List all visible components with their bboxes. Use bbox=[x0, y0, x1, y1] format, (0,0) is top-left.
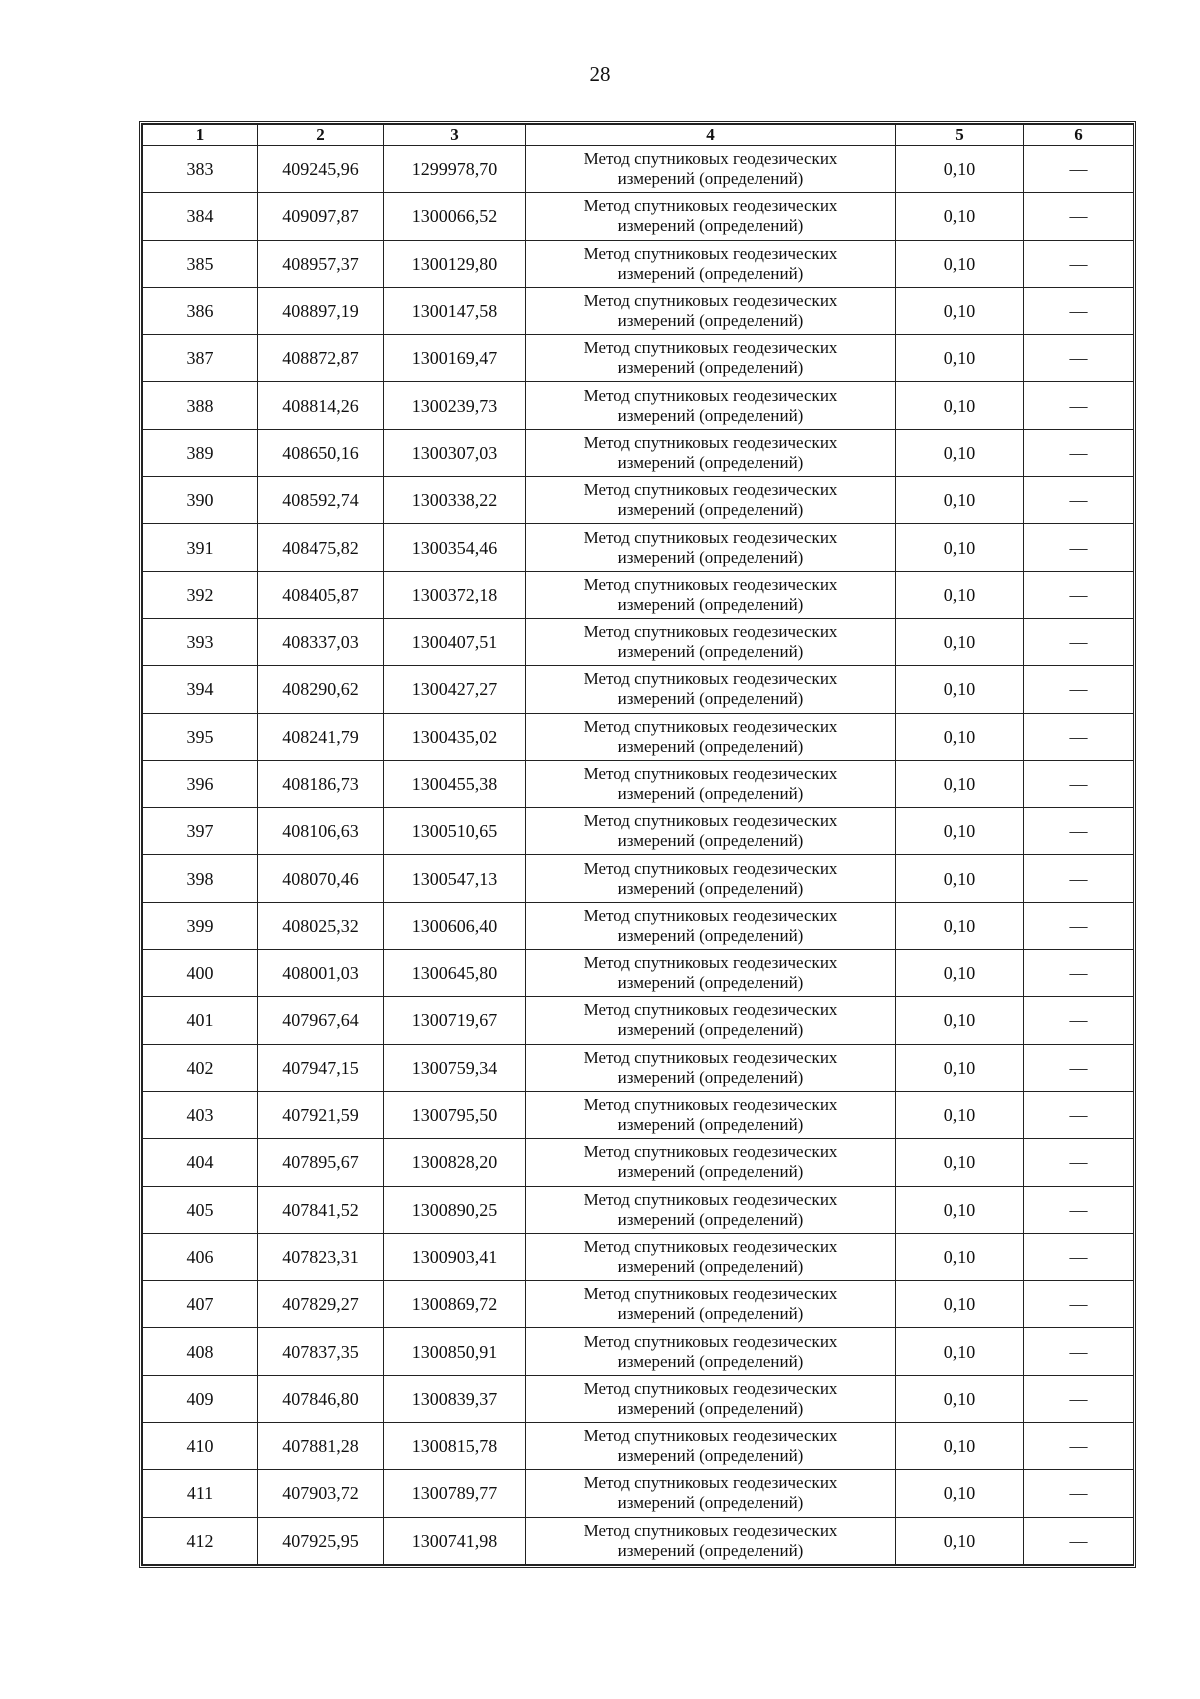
method-cell bbox=[526, 902, 896, 949]
method-text-line2: измерений (определений) bbox=[617, 878, 804, 898]
x-coordinate-cell: 408241,79 bbox=[258, 713, 384, 760]
accuracy-cell: 0,10 bbox=[896, 1328, 1024, 1375]
y-coordinate-cell: 1300741,98 bbox=[384, 1517, 526, 1564]
x-coordinate-cell: 408475,82 bbox=[258, 524, 384, 571]
method-text-line2: измерений (определений) bbox=[617, 689, 804, 709]
table-row bbox=[143, 713, 1134, 760]
accuracy-cell: 0,10 bbox=[896, 335, 1024, 382]
method-text-line2: измерений (определений) bbox=[617, 1209, 804, 1229]
x-coordinate-cell: 408186,73 bbox=[258, 760, 384, 807]
y-coordinate-cell: 1300372,18 bbox=[384, 571, 526, 618]
note-cell: — bbox=[1024, 1375, 1134, 1422]
x-coordinate-cell: 408001,03 bbox=[258, 950, 384, 997]
method-text-line2: измерений (определений) bbox=[617, 1398, 804, 1418]
x-coordinate-cell: 408897,19 bbox=[258, 287, 384, 334]
column-header-6: 6 bbox=[1024, 125, 1134, 146]
method-text-line2: измерений (определений) bbox=[617, 405, 804, 425]
method-text-line1: Метод спутниковых геодезических bbox=[583, 858, 838, 878]
y-coordinate-cell: 1299978,70 bbox=[384, 146, 526, 193]
table-row bbox=[143, 335, 1134, 382]
column-header-4: 4 bbox=[526, 125, 896, 146]
x-coordinate-cell: 408592,74 bbox=[258, 477, 384, 524]
point-number-cell: 405 bbox=[143, 1186, 258, 1233]
y-coordinate-cell: 1300719,67 bbox=[384, 997, 526, 1044]
method-cell bbox=[526, 287, 896, 334]
note-cell: — bbox=[1024, 1328, 1134, 1375]
note-cell: — bbox=[1024, 429, 1134, 476]
point-number-cell: 400 bbox=[143, 950, 258, 997]
method-text-line2: измерений (определений) bbox=[617, 1162, 804, 1182]
method-text-line2: измерений (определений) bbox=[617, 642, 804, 662]
table-row bbox=[143, 146, 1134, 193]
method-cell bbox=[526, 666, 896, 713]
accuracy-cell: 0,10 bbox=[896, 1281, 1024, 1328]
note-cell: — bbox=[1024, 997, 1134, 1044]
table-row bbox=[143, 524, 1134, 571]
point-number-cell: 403 bbox=[143, 1091, 258, 1138]
x-coordinate-cell: 408106,63 bbox=[258, 808, 384, 855]
table-row bbox=[143, 477, 1134, 524]
method-text-line2: измерений (определений) bbox=[617, 831, 804, 851]
point-number-cell: 412 bbox=[143, 1517, 258, 1564]
x-coordinate-cell: 407841,52 bbox=[258, 1186, 384, 1233]
method-cell bbox=[526, 1423, 896, 1470]
accuracy-cell: 0,10 bbox=[896, 855, 1024, 902]
method-text-line2: измерений (определений) bbox=[617, 1493, 804, 1513]
table-row bbox=[143, 760, 1134, 807]
column-header-2: 2 bbox=[258, 125, 384, 146]
table-row bbox=[143, 902, 1134, 949]
method-text-line1: Метод спутниковых геодезических bbox=[583, 480, 838, 500]
method-text-line2: измерений (определений) bbox=[617, 736, 804, 756]
table-body bbox=[143, 146, 1134, 1565]
point-number-cell: 387 bbox=[143, 335, 258, 382]
y-coordinate-cell: 1300828,20 bbox=[384, 1139, 526, 1186]
coordinates-table bbox=[139, 121, 1136, 1568]
y-coordinate-cell: 1300338,22 bbox=[384, 477, 526, 524]
note-cell: — bbox=[1024, 808, 1134, 855]
note-cell: — bbox=[1024, 146, 1134, 193]
table-row bbox=[143, 429, 1134, 476]
method-text-line2: измерений (определений) bbox=[617, 925, 804, 945]
method-text-line1: Метод спутниковых геодезических bbox=[583, 1000, 838, 1020]
method-text-line2: измерений (определений) bbox=[617, 216, 804, 236]
y-coordinate-cell: 1300354,46 bbox=[384, 524, 526, 571]
table-row bbox=[143, 808, 1134, 855]
method-cell bbox=[526, 335, 896, 382]
note-cell: — bbox=[1024, 524, 1134, 571]
y-coordinate-cell: 1300850,91 bbox=[384, 1328, 526, 1375]
point-number-cell: 398 bbox=[143, 855, 258, 902]
method-text-line2: измерений (определений) bbox=[617, 169, 804, 189]
y-coordinate-cell: 1300147,58 bbox=[384, 287, 526, 334]
point-number-cell: 402 bbox=[143, 1044, 258, 1091]
point-number-cell: 393 bbox=[143, 618, 258, 665]
accuracy-cell: 0,10 bbox=[896, 760, 1024, 807]
y-coordinate-cell: 1300129,80 bbox=[384, 240, 526, 287]
y-coordinate-cell: 1300890,25 bbox=[384, 1186, 526, 1233]
x-coordinate-cell: 408337,03 bbox=[258, 618, 384, 665]
accuracy-cell: 0,10 bbox=[896, 1091, 1024, 1138]
method-text-line2: измерений (определений) bbox=[617, 1351, 804, 1371]
note-cell: — bbox=[1024, 760, 1134, 807]
method-text-line2: измерений (определений) bbox=[617, 1446, 804, 1466]
accuracy-cell: 0,10 bbox=[896, 240, 1024, 287]
x-coordinate-cell: 407881,28 bbox=[258, 1423, 384, 1470]
note-cell: — bbox=[1024, 713, 1134, 760]
y-coordinate-cell: 1300759,34 bbox=[384, 1044, 526, 1091]
accuracy-cell: 0,10 bbox=[896, 146, 1024, 193]
y-coordinate-cell: 1300839,37 bbox=[384, 1375, 526, 1422]
x-coordinate-cell: 408872,87 bbox=[258, 335, 384, 382]
note-cell: — bbox=[1024, 666, 1134, 713]
accuracy-cell: 0,10 bbox=[896, 571, 1024, 618]
method-cell bbox=[526, 760, 896, 807]
accuracy-cell: 0,10 bbox=[896, 1233, 1024, 1280]
x-coordinate-cell: 407947,15 bbox=[258, 1044, 384, 1091]
x-coordinate-cell: 408070,46 bbox=[258, 855, 384, 902]
x-coordinate-cell: 408814,26 bbox=[258, 382, 384, 429]
table-row bbox=[143, 240, 1134, 287]
accuracy-cell: 0,10 bbox=[896, 1044, 1024, 1091]
note-cell: — bbox=[1024, 855, 1134, 902]
x-coordinate-cell: 407837,35 bbox=[258, 1328, 384, 1375]
method-text-line1: Метод спутниковых геодезических bbox=[583, 291, 838, 311]
method-text-line2: измерений (определений) bbox=[617, 358, 804, 378]
x-coordinate-cell: 407829,27 bbox=[258, 1281, 384, 1328]
table-row bbox=[143, 1470, 1134, 1517]
y-coordinate-cell: 1300869,72 bbox=[384, 1281, 526, 1328]
y-coordinate-cell: 1300239,73 bbox=[384, 382, 526, 429]
y-coordinate-cell: 1300606,40 bbox=[384, 902, 526, 949]
note-cell: — bbox=[1024, 950, 1134, 997]
note-cell: — bbox=[1024, 335, 1134, 382]
method-cell bbox=[526, 1139, 896, 1186]
note-cell: — bbox=[1024, 1139, 1134, 1186]
method-text-line1: Метод спутниковых геодезических bbox=[583, 196, 838, 216]
method-text-line2: измерений (определений) bbox=[617, 1304, 804, 1324]
column-header-1: 1 bbox=[143, 125, 258, 146]
note-cell: — bbox=[1024, 1517, 1134, 1564]
note-cell: — bbox=[1024, 902, 1134, 949]
method-text-line1: Метод спутниковых геодезических bbox=[583, 1473, 838, 1493]
x-coordinate-cell: 408957,37 bbox=[258, 240, 384, 287]
method-cell bbox=[526, 477, 896, 524]
table-row bbox=[143, 1139, 1134, 1186]
accuracy-cell: 0,10 bbox=[896, 1470, 1024, 1517]
accuracy-cell: 0,10 bbox=[896, 666, 1024, 713]
method-text-line1: Метод спутниковых геодезических bbox=[583, 669, 838, 689]
method-cell bbox=[526, 997, 896, 1044]
method-text-line1: Метод спутниковых геодезических bbox=[583, 1284, 838, 1304]
method-cell bbox=[526, 240, 896, 287]
table-row bbox=[143, 1233, 1134, 1280]
x-coordinate-cell: 407895,67 bbox=[258, 1139, 384, 1186]
table-row bbox=[143, 193, 1134, 240]
accuracy-cell: 0,10 bbox=[896, 1375, 1024, 1422]
method-cell bbox=[526, 1517, 896, 1564]
table-row bbox=[143, 571, 1134, 618]
method-text-line1: Метод спутниковых геодезических bbox=[583, 527, 838, 547]
table-row bbox=[143, 1281, 1134, 1328]
y-coordinate-cell: 1300903,41 bbox=[384, 1233, 526, 1280]
method-cell bbox=[526, 808, 896, 855]
table-row bbox=[143, 1328, 1134, 1375]
method-text-line1: Метод спутниковых геодезических bbox=[583, 1426, 838, 1446]
page-number: 28 bbox=[589, 62, 611, 86]
point-number-cell: 396 bbox=[143, 760, 258, 807]
column-header-3: 3 bbox=[384, 125, 526, 146]
point-number-cell: 388 bbox=[143, 382, 258, 429]
method-cell bbox=[526, 571, 896, 618]
accuracy-cell: 0,10 bbox=[896, 524, 1024, 571]
note-cell: — bbox=[1024, 382, 1134, 429]
accuracy-cell: 0,10 bbox=[896, 477, 1024, 524]
method-cell bbox=[526, 1281, 896, 1328]
method-text-line2: измерений (определений) bbox=[617, 311, 804, 331]
y-coordinate-cell: 1300435,02 bbox=[384, 713, 526, 760]
note-cell: — bbox=[1024, 477, 1134, 524]
point-number-cell: 391 bbox=[143, 524, 258, 571]
method-text-line1: Метод спутниковых геодезических bbox=[583, 432, 838, 452]
method-text-line1: Метод спутниковых геодезических bbox=[583, 149, 838, 169]
y-coordinate-cell: 1300547,13 bbox=[384, 855, 526, 902]
y-coordinate-cell: 1300789,77 bbox=[384, 1470, 526, 1517]
note-cell: — bbox=[1024, 1470, 1134, 1517]
method-cell bbox=[526, 1044, 896, 1091]
point-number-cell: 408 bbox=[143, 1328, 258, 1375]
x-coordinate-cell: 408405,87 bbox=[258, 571, 384, 618]
method-text-line1: Метод спутниковых геодезических bbox=[583, 716, 838, 736]
accuracy-cell: 0,10 bbox=[896, 808, 1024, 855]
column-header-5: 5 bbox=[896, 125, 1024, 146]
table-row bbox=[143, 1375, 1134, 1422]
point-number-cell: 404 bbox=[143, 1139, 258, 1186]
table-header-row bbox=[143, 125, 1134, 146]
accuracy-cell: 0,10 bbox=[896, 902, 1024, 949]
table-row bbox=[143, 618, 1134, 665]
method-text-line1: Метод спутниковых геодезических bbox=[583, 1095, 838, 1115]
method-cell bbox=[526, 193, 896, 240]
method-text-line1: Метод спутниковых геодезических bbox=[583, 243, 838, 263]
x-coordinate-cell: 407903,72 bbox=[258, 1470, 384, 1517]
method-cell bbox=[526, 146, 896, 193]
method-text-line2: измерений (определений) bbox=[617, 1256, 804, 1276]
table-row bbox=[143, 1186, 1134, 1233]
method-text-line2: измерений (определений) bbox=[617, 1540, 804, 1560]
accuracy-cell: 0,10 bbox=[896, 950, 1024, 997]
accuracy-cell: 0,10 bbox=[896, 1423, 1024, 1470]
method-cell bbox=[526, 950, 896, 997]
x-coordinate-cell: 409097,87 bbox=[258, 193, 384, 240]
method-cell bbox=[526, 713, 896, 760]
method-cell bbox=[526, 1328, 896, 1375]
table-row bbox=[143, 666, 1134, 713]
method-text-line1: Метод спутниковых геодезических bbox=[583, 905, 838, 925]
note-cell: — bbox=[1024, 1423, 1134, 1470]
method-cell bbox=[526, 1470, 896, 1517]
table-row bbox=[143, 855, 1134, 902]
method-text-line1: Метод спутниковых геодезических bbox=[583, 622, 838, 642]
table-row bbox=[143, 382, 1134, 429]
accuracy-cell: 0,10 bbox=[896, 618, 1024, 665]
table-row bbox=[143, 1091, 1134, 1138]
note-cell: — bbox=[1024, 193, 1134, 240]
method-text-line2: измерений (определений) bbox=[617, 263, 804, 283]
method-cell bbox=[526, 382, 896, 429]
y-coordinate-cell: 1300407,51 bbox=[384, 618, 526, 665]
method-text-line2: измерений (определений) bbox=[617, 1020, 804, 1040]
method-cell bbox=[526, 618, 896, 665]
x-coordinate-cell: 408025,32 bbox=[258, 902, 384, 949]
point-number-cell: 397 bbox=[143, 808, 258, 855]
point-number-cell: 383 bbox=[143, 146, 258, 193]
y-coordinate-cell: 1300815,78 bbox=[384, 1423, 526, 1470]
method-text-line1: Метод спутниковых геодезических bbox=[583, 811, 838, 831]
point-number-cell: 392 bbox=[143, 571, 258, 618]
y-coordinate-cell: 1300795,50 bbox=[384, 1091, 526, 1138]
note-cell: — bbox=[1024, 1186, 1134, 1233]
table-row bbox=[143, 287, 1134, 334]
method-text-line1: Метод спутниковых геодезических bbox=[583, 338, 838, 358]
method-text-line2: измерений (определений) bbox=[617, 452, 804, 472]
x-coordinate-cell: 407967,64 bbox=[258, 997, 384, 1044]
accuracy-cell: 0,10 bbox=[896, 713, 1024, 760]
method-text-line1: Метод спутниковых геодезических bbox=[583, 1189, 838, 1209]
method-text-line1: Метод спутниковых геодезических bbox=[583, 574, 838, 594]
method-text-line2: измерений (определений) bbox=[617, 594, 804, 614]
method-text-line1: Метод спутниковых геодезических bbox=[583, 1331, 838, 1351]
point-number-cell: 389 bbox=[143, 429, 258, 476]
method-cell bbox=[526, 1186, 896, 1233]
method-text-line2: измерений (определений) bbox=[617, 500, 804, 520]
accuracy-cell: 0,10 bbox=[896, 287, 1024, 334]
coordinates-table-grid bbox=[142, 124, 1134, 1565]
note-cell: — bbox=[1024, 1281, 1134, 1328]
point-number-cell: 395 bbox=[143, 713, 258, 760]
method-cell bbox=[526, 524, 896, 571]
point-number-cell: 407 bbox=[143, 1281, 258, 1328]
point-number-cell: 384 bbox=[143, 193, 258, 240]
point-number-cell: 386 bbox=[143, 287, 258, 334]
method-cell bbox=[526, 855, 896, 902]
method-text-line1: Метод спутниковых геодезических bbox=[583, 385, 838, 405]
note-cell: — bbox=[1024, 1044, 1134, 1091]
method-text-line2: измерений (определений) bbox=[617, 547, 804, 567]
method-text-line1: Метод спутниковых геодезических bbox=[583, 953, 838, 973]
note-cell: — bbox=[1024, 618, 1134, 665]
point-number-cell: 410 bbox=[143, 1423, 258, 1470]
accuracy-cell: 0,10 bbox=[896, 193, 1024, 240]
method-text-line1: Метод спутниковых геодезических bbox=[583, 1047, 838, 1067]
accuracy-cell: 0,10 bbox=[896, 382, 1024, 429]
x-coordinate-cell: 409245,96 bbox=[258, 146, 384, 193]
point-number-cell: 390 bbox=[143, 477, 258, 524]
method-text-line1: Метод спутниковых геодезических bbox=[583, 1142, 838, 1162]
x-coordinate-cell: 408650,16 bbox=[258, 429, 384, 476]
x-coordinate-cell: 407846,80 bbox=[258, 1375, 384, 1422]
x-coordinate-cell: 407925,95 bbox=[258, 1517, 384, 1564]
point-number-cell: 394 bbox=[143, 666, 258, 713]
x-coordinate-cell: 408290,62 bbox=[258, 666, 384, 713]
note-cell: — bbox=[1024, 1091, 1134, 1138]
accuracy-cell: 0,10 bbox=[896, 429, 1024, 476]
method-text-line2: измерений (определений) bbox=[617, 1067, 804, 1087]
note-cell: — bbox=[1024, 287, 1134, 334]
y-coordinate-cell: 1300066,52 bbox=[384, 193, 526, 240]
note-cell: — bbox=[1024, 240, 1134, 287]
table-row bbox=[143, 950, 1134, 997]
method-cell bbox=[526, 429, 896, 476]
method-text-line2: измерений (определений) bbox=[617, 973, 804, 993]
accuracy-cell: 0,10 bbox=[896, 1186, 1024, 1233]
method-text-line1: Метод спутниковых геодезических bbox=[583, 1236, 838, 1256]
note-cell: — bbox=[1024, 571, 1134, 618]
method-cell bbox=[526, 1091, 896, 1138]
accuracy-cell: 0,10 bbox=[896, 1517, 1024, 1564]
method-text-line1: Метод спутниковых геодезических bbox=[583, 764, 838, 783]
point-number-cell: 401 bbox=[143, 997, 258, 1044]
point-number-cell: 385 bbox=[143, 240, 258, 287]
point-number-cell: 406 bbox=[143, 1233, 258, 1280]
method-cell bbox=[526, 1375, 896, 1422]
y-coordinate-cell: 1300427,27 bbox=[384, 666, 526, 713]
y-coordinate-cell: 1300510,65 bbox=[384, 808, 526, 855]
note-cell: — bbox=[1024, 1233, 1134, 1280]
point-number-cell: 409 bbox=[143, 1375, 258, 1422]
y-coordinate-cell: 1300455,38 bbox=[384, 760, 526, 807]
point-number-cell: 411 bbox=[143, 1470, 258, 1517]
method-cell bbox=[526, 1233, 896, 1280]
method-text-line1: Метод спутниковых геодезических bbox=[583, 1520, 838, 1540]
point-number-cell: 399 bbox=[143, 902, 258, 949]
method-text-line1: Метод спутниковых геодезических bbox=[583, 1378, 838, 1398]
accuracy-cell: 0,10 bbox=[896, 1139, 1024, 1186]
y-coordinate-cell: 1300307,03 bbox=[384, 429, 526, 476]
y-coordinate-cell: 1300169,47 bbox=[384, 335, 526, 382]
method-text-line2: измерений (определений) bbox=[617, 784, 804, 803]
y-coordinate-cell: 1300645,80 bbox=[384, 950, 526, 997]
x-coordinate-cell: 407921,59 bbox=[258, 1091, 384, 1138]
x-coordinate-cell: 407823,31 bbox=[258, 1233, 384, 1280]
method-text-line2: измерений (определений) bbox=[617, 1115, 804, 1135]
table-row bbox=[143, 1423, 1134, 1470]
table-row bbox=[143, 997, 1134, 1044]
accuracy-cell: 0,10 bbox=[896, 997, 1024, 1044]
table-row bbox=[143, 1044, 1134, 1091]
table-row bbox=[143, 1517, 1134, 1564]
